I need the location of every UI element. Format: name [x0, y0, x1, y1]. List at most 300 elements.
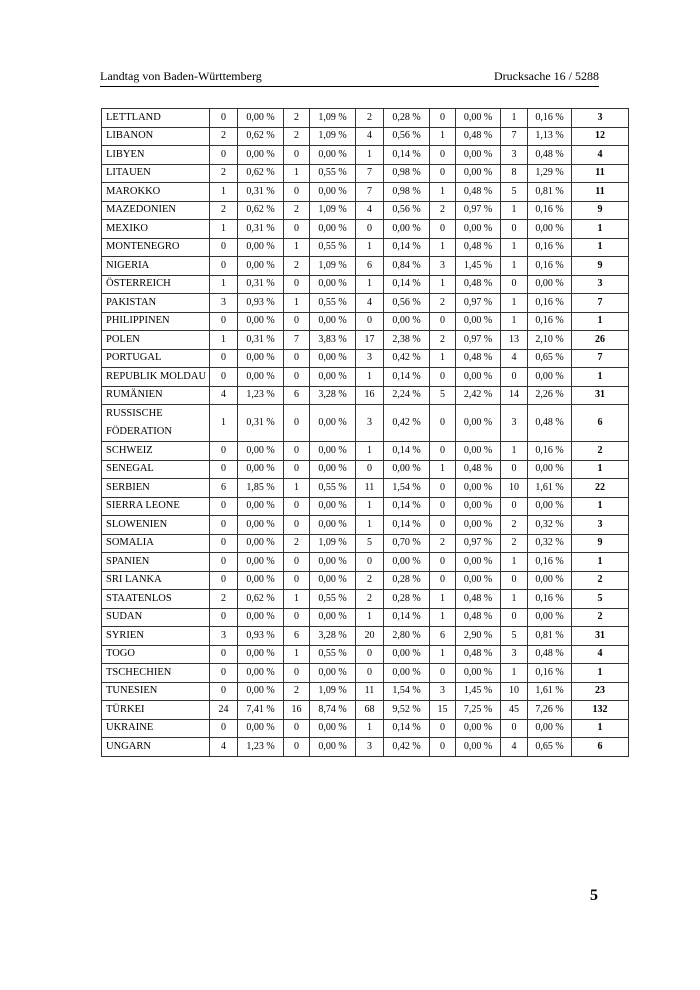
value-cell: 0 [210, 571, 238, 590]
value-cell: 0,56 % [384, 294, 430, 313]
value-cell: 0,00 % [456, 516, 501, 535]
table-row [102, 220, 629, 239]
value-cell: 0,00 % [238, 109, 284, 128]
country-cell: LETTLAND [102, 109, 210, 128]
value-cell: 3 [356, 349, 384, 368]
value-cell: 1 [430, 127, 456, 146]
value-cell: 0 [284, 738, 310, 757]
value-cell: 0,00 % [238, 460, 284, 479]
table-row [102, 331, 629, 350]
value-cell: 3 [430, 257, 456, 276]
value-cell: 0,48 % [528, 645, 572, 664]
country-cell: SENEGAL [102, 460, 210, 479]
total-cell: 1 [572, 664, 629, 683]
value-cell: 3 [356, 738, 384, 757]
value-cell: 0,00 % [238, 534, 284, 553]
country-cell: SRI LANKA [102, 571, 210, 590]
value-cell: 0,00 % [528, 275, 572, 294]
value-cell: 0,00 % [384, 645, 430, 664]
value-cell: 0,42 % [384, 405, 430, 442]
total-cell: 5 [572, 590, 629, 609]
table-row [102, 664, 629, 683]
value-cell: 1 [430, 183, 456, 202]
value-cell: 0,00 % [238, 553, 284, 572]
total-cell: 23 [572, 682, 629, 701]
value-cell: 0 [430, 738, 456, 757]
value-cell: 3 [501, 405, 528, 442]
page-header [100, 68, 599, 87]
country-cell: SCHWEIZ [102, 442, 210, 461]
value-cell: 0,00 % [310, 183, 356, 202]
value-cell: 0,00 % [456, 664, 501, 683]
value-cell: 11 [356, 682, 384, 701]
value-cell: 20 [356, 627, 384, 646]
country-cell: MAROKKO [102, 183, 210, 202]
value-cell: 0 [284, 442, 310, 461]
value-cell: 0,00 % [310, 312, 356, 331]
value-cell: 0 [356, 312, 384, 331]
value-cell: 0,00 % [238, 571, 284, 590]
value-cell: 0,00 % [384, 312, 430, 331]
table-row [102, 553, 629, 572]
value-cell: 7 [356, 164, 384, 183]
value-cell: 0,55 % [310, 590, 356, 609]
table-row [102, 608, 629, 627]
value-cell: 7 [356, 183, 384, 202]
country-cell: TSCHECHIEN [102, 664, 210, 683]
value-cell: 1 [356, 442, 384, 461]
value-cell: 1,23 % [238, 738, 284, 757]
value-cell: 0 [210, 257, 238, 276]
table-row [102, 460, 629, 479]
value-cell: 0,00 % [238, 516, 284, 535]
value-cell: 0,97 % [456, 201, 501, 220]
total-cell: 4 [572, 146, 629, 165]
value-cell: 0 [430, 516, 456, 535]
value-cell: 0,00 % [238, 497, 284, 516]
value-cell: 1 [501, 664, 528, 683]
value-cell: 1 [356, 497, 384, 516]
value-cell: 0,56 % [384, 201, 430, 220]
value-cell: 0 [210, 312, 238, 331]
value-cell: 0,48 % [456, 238, 501, 257]
value-cell: 0,00 % [456, 497, 501, 516]
value-cell: 0,55 % [310, 294, 356, 313]
value-cell: 3 [356, 405, 384, 442]
value-cell: 1 [501, 553, 528, 572]
country-cell: UKRAINE [102, 719, 210, 738]
country-cell: LITAUEN [102, 164, 210, 183]
value-cell: 1,61 % [528, 682, 572, 701]
value-cell: 0 [210, 238, 238, 257]
value-cell: 1,54 % [384, 682, 430, 701]
value-cell: 0,00 % [238, 257, 284, 276]
value-cell: 0,65 % [528, 349, 572, 368]
value-cell: 0,28 % [384, 571, 430, 590]
table-row [102, 701, 629, 720]
value-cell: 0,00 % [238, 608, 284, 627]
country-cell: SOMALIA [102, 534, 210, 553]
value-cell: 0 [501, 571, 528, 590]
value-cell: 2 [284, 682, 310, 701]
value-cell: 1,45 % [456, 257, 501, 276]
value-cell: 0 [430, 405, 456, 442]
value-cell: 0 [284, 275, 310, 294]
value-cell: 2 [284, 257, 310, 276]
value-cell: 1,09 % [310, 201, 356, 220]
value-cell: 7,41 % [238, 701, 284, 720]
value-cell: 0 [210, 534, 238, 553]
total-cell: 31 [572, 627, 629, 646]
total-cell: 7 [572, 349, 629, 368]
value-cell: 2,42 % [456, 386, 501, 405]
value-cell: 17 [356, 331, 384, 350]
table-row [102, 738, 629, 757]
value-cell: 0,00 % [456, 312, 501, 331]
table-row [102, 534, 629, 553]
value-cell: 1,61 % [528, 479, 572, 498]
value-cell: 9,52 % [384, 701, 430, 720]
value-cell: 2 [210, 127, 238, 146]
value-cell: 7 [501, 127, 528, 146]
value-cell: 0,55 % [310, 645, 356, 664]
value-cell: 1,23 % [238, 386, 284, 405]
value-cell: 1,09 % [310, 109, 356, 128]
table-row [102, 312, 629, 331]
value-cell: 0,31 % [238, 405, 284, 442]
value-cell: 8 [501, 164, 528, 183]
value-cell: 0,00 % [310, 405, 356, 442]
total-cell: 1 [572, 312, 629, 331]
country-cell: TOGO [102, 645, 210, 664]
value-cell: 0,00 % [456, 368, 501, 387]
value-cell: 0,00 % [310, 442, 356, 461]
value-cell: 6 [210, 479, 238, 498]
value-cell: 0,00 % [310, 571, 356, 590]
value-cell: 1,09 % [310, 682, 356, 701]
value-cell: 0 [284, 312, 310, 331]
table-row [102, 497, 629, 516]
value-cell: 0 [284, 146, 310, 165]
value-cell: 0,00 % [310, 368, 356, 387]
value-cell: 0,00 % [310, 460, 356, 479]
value-cell: 0,00 % [528, 460, 572, 479]
value-cell: 0,00 % [456, 738, 501, 757]
table-row [102, 571, 629, 590]
value-cell: 0,00 % [310, 553, 356, 572]
value-cell: 1 [356, 146, 384, 165]
total-cell: 2 [572, 608, 629, 627]
value-cell: 0,56 % [384, 127, 430, 146]
total-cell: 3 [572, 109, 629, 128]
value-cell: 0,62 % [238, 127, 284, 146]
value-cell: 0 [210, 516, 238, 535]
value-cell: 0,16 % [528, 238, 572, 257]
value-cell: 0 [210, 608, 238, 627]
country-cell: MAZEDONIEN [102, 201, 210, 220]
value-cell: 2 [430, 331, 456, 350]
total-cell: 3 [572, 516, 629, 535]
value-cell: 0,84 % [384, 257, 430, 276]
value-cell: 0,48 % [456, 275, 501, 294]
value-cell: 0,97 % [456, 331, 501, 350]
value-cell: 4 [501, 349, 528, 368]
value-cell: 0,16 % [528, 294, 572, 313]
value-cell: 1 [284, 590, 310, 609]
value-cell: 0 [210, 553, 238, 572]
total-cell: 12 [572, 127, 629, 146]
value-cell: 0,00 % [238, 719, 284, 738]
country-cell: REPUBLIK MOLDAU [102, 368, 210, 387]
value-cell: 0,00 % [310, 719, 356, 738]
total-cell: 31 [572, 386, 629, 405]
value-cell: 1 [430, 275, 456, 294]
value-cell: 0,00 % [384, 220, 430, 239]
value-cell: 0,97 % [456, 294, 501, 313]
value-cell: 0 [284, 220, 310, 239]
value-cell: 1 [210, 275, 238, 294]
value-cell: 0 [430, 109, 456, 128]
value-cell: 6 [356, 257, 384, 276]
value-cell: 2 [284, 109, 310, 128]
value-cell: 6 [284, 627, 310, 646]
value-cell: 0 [210, 682, 238, 701]
value-cell: 2 [210, 164, 238, 183]
table-row [102, 516, 629, 535]
value-cell: 0,97 % [456, 534, 501, 553]
value-cell: 0,00 % [310, 275, 356, 294]
value-cell: 10 [501, 682, 528, 701]
value-cell: 3 [210, 294, 238, 313]
value-cell: 0,28 % [384, 590, 430, 609]
value-cell: 0,70 % [384, 534, 430, 553]
value-cell: 2 [430, 201, 456, 220]
country-cell: STAATENLOS [102, 590, 210, 609]
total-cell: 1 [572, 553, 629, 572]
total-cell: 9 [572, 201, 629, 220]
value-cell: 0,00 % [238, 312, 284, 331]
value-cell: 3 [501, 645, 528, 664]
value-cell: 16 [284, 701, 310, 720]
table-row [102, 405, 629, 442]
total-cell: 4 [572, 645, 629, 664]
country-cell: TUNESIEN [102, 682, 210, 701]
country-cell: ÖSTERREICH [102, 275, 210, 294]
value-cell: 1 [430, 460, 456, 479]
value-cell: 0 [430, 664, 456, 683]
total-cell: 6 [572, 405, 629, 442]
value-cell: 1,85 % [238, 479, 284, 498]
value-cell: 0,00 % [310, 497, 356, 516]
total-cell: 26 [572, 331, 629, 350]
value-cell: 0,16 % [528, 109, 572, 128]
total-cell: 1 [572, 238, 629, 257]
value-cell: 1 [430, 590, 456, 609]
value-cell: 3,28 % [310, 627, 356, 646]
value-cell: 0 [284, 664, 310, 683]
value-cell: 0,00 % [456, 719, 501, 738]
value-cell: 0 [356, 645, 384, 664]
value-cell: 0,00 % [528, 497, 572, 516]
value-cell: 0 [284, 571, 310, 590]
value-cell: 2 [430, 534, 456, 553]
value-cell: 0 [284, 516, 310, 535]
value-cell: 1,13 % [528, 127, 572, 146]
value-cell: 0 [430, 719, 456, 738]
total-cell: 7 [572, 294, 629, 313]
value-cell: 10 [501, 479, 528, 498]
value-cell: 1 [284, 164, 310, 183]
value-cell: 0 [284, 719, 310, 738]
value-cell: 0 [210, 460, 238, 479]
value-cell: 2,38 % [384, 331, 430, 350]
value-cell: 2 [356, 571, 384, 590]
value-cell: 0,81 % [528, 183, 572, 202]
value-cell: 0 [501, 275, 528, 294]
value-cell: 0 [284, 460, 310, 479]
country-cell: SUDAN [102, 608, 210, 627]
value-cell: 0,14 % [384, 497, 430, 516]
value-cell: 2 [430, 294, 456, 313]
table-row [102, 146, 629, 165]
table-row [102, 590, 629, 609]
value-cell: 0,62 % [238, 201, 284, 220]
value-cell: 0 [284, 553, 310, 572]
value-cell: 0,00 % [384, 553, 430, 572]
value-cell: 2,24 % [384, 386, 430, 405]
value-cell: 0,00 % [310, 349, 356, 368]
value-cell: 4 [210, 386, 238, 405]
value-cell: 1 [501, 238, 528, 257]
value-cell: 0 [430, 146, 456, 165]
value-cell: 0,16 % [528, 312, 572, 331]
value-cell: 0,00 % [310, 608, 356, 627]
value-cell: 0 [430, 571, 456, 590]
value-cell: 0,31 % [238, 331, 284, 350]
country-cell: MONTENEGRO [102, 238, 210, 257]
value-cell: 0 [210, 719, 238, 738]
value-cell: 0,00 % [456, 442, 501, 461]
value-cell: 0,00 % [528, 571, 572, 590]
table-row [102, 238, 629, 257]
value-cell: 0,00 % [384, 664, 430, 683]
value-cell: 0,00 % [456, 109, 501, 128]
value-cell: 0,00 % [238, 664, 284, 683]
value-cell: 1 [501, 294, 528, 313]
value-cell: 0,55 % [310, 164, 356, 183]
value-cell: 1 [430, 608, 456, 627]
value-cell: 0 [284, 349, 310, 368]
country-cell: MEXIKO [102, 220, 210, 239]
value-cell: 0 [430, 220, 456, 239]
value-cell: 1 [430, 238, 456, 257]
value-cell: 0,48 % [528, 405, 572, 442]
value-cell: 0,14 % [384, 442, 430, 461]
value-cell: 0,00 % [456, 405, 501, 442]
value-cell: 2 [501, 516, 528, 535]
value-cell: 0,00 % [238, 349, 284, 368]
value-cell: 0 [284, 608, 310, 627]
value-cell: 0,98 % [384, 164, 430, 183]
value-cell: 0 [284, 183, 310, 202]
total-cell: 1 [572, 460, 629, 479]
value-cell: 0,00 % [528, 368, 572, 387]
value-cell: 0,00 % [238, 238, 284, 257]
value-cell: 0,14 % [384, 608, 430, 627]
table-row [102, 349, 629, 368]
value-cell: 1,09 % [310, 257, 356, 276]
total-cell: 11 [572, 183, 629, 202]
value-cell: 0,62 % [238, 590, 284, 609]
table-row [102, 442, 629, 461]
value-cell: 0,48 % [456, 645, 501, 664]
country-cell: SERBIEN [102, 479, 210, 498]
table-row [102, 183, 629, 202]
value-cell: 0,93 % [238, 294, 284, 313]
value-cell: 0,14 % [384, 238, 430, 257]
country-cell: SIERRA LEONE [102, 497, 210, 516]
value-cell: 6 [430, 627, 456, 646]
value-cell: 1,09 % [310, 127, 356, 146]
country-cell: RUSSISCHE FÖDERATION [102, 405, 210, 442]
value-cell: 2 [210, 201, 238, 220]
table-row [102, 275, 629, 294]
total-cell: 1 [572, 220, 629, 239]
value-cell: 0,55 % [310, 238, 356, 257]
value-cell: 0 [210, 645, 238, 664]
country-cell: NIGERIA [102, 257, 210, 276]
value-cell: 3,83 % [310, 331, 356, 350]
value-cell: 0,14 % [384, 368, 430, 387]
value-cell: 0,00 % [238, 645, 284, 664]
value-cell: 1 [210, 331, 238, 350]
value-cell: 3 [501, 146, 528, 165]
value-cell: 1 [501, 312, 528, 331]
value-cell: 0,32 % [528, 516, 572, 535]
value-cell: 1 [210, 220, 238, 239]
country-statistics-table [101, 108, 629, 757]
value-cell: 11 [356, 479, 384, 498]
value-cell: 0,00 % [238, 368, 284, 387]
country-cell: LIBYEN [102, 146, 210, 165]
table-row [102, 645, 629, 664]
value-cell: 0 [210, 146, 238, 165]
table-row [102, 201, 629, 220]
table-body [102, 109, 629, 757]
value-cell: 0,16 % [528, 553, 572, 572]
value-cell: 0,14 % [384, 275, 430, 294]
value-cell: 0,42 % [384, 738, 430, 757]
value-cell: 1 [501, 442, 528, 461]
total-cell: 11 [572, 164, 629, 183]
country-cell: TÜRKEI [102, 701, 210, 720]
value-cell: 4 [501, 738, 528, 757]
value-cell: 0 [430, 368, 456, 387]
value-cell: 1 [430, 349, 456, 368]
value-cell: 14 [501, 386, 528, 405]
table-row [102, 109, 629, 128]
value-cell: 7,25 % [456, 701, 501, 720]
value-cell: 0,65 % [528, 738, 572, 757]
country-cell: POLEN [102, 331, 210, 350]
total-cell: 9 [572, 534, 629, 553]
value-cell: 0,48 % [456, 460, 501, 479]
total-cell: 2 [572, 442, 629, 461]
value-cell: 0 [501, 719, 528, 738]
value-cell: 1 [284, 294, 310, 313]
value-cell: 0,00 % [528, 220, 572, 239]
value-cell: 1 [501, 201, 528, 220]
